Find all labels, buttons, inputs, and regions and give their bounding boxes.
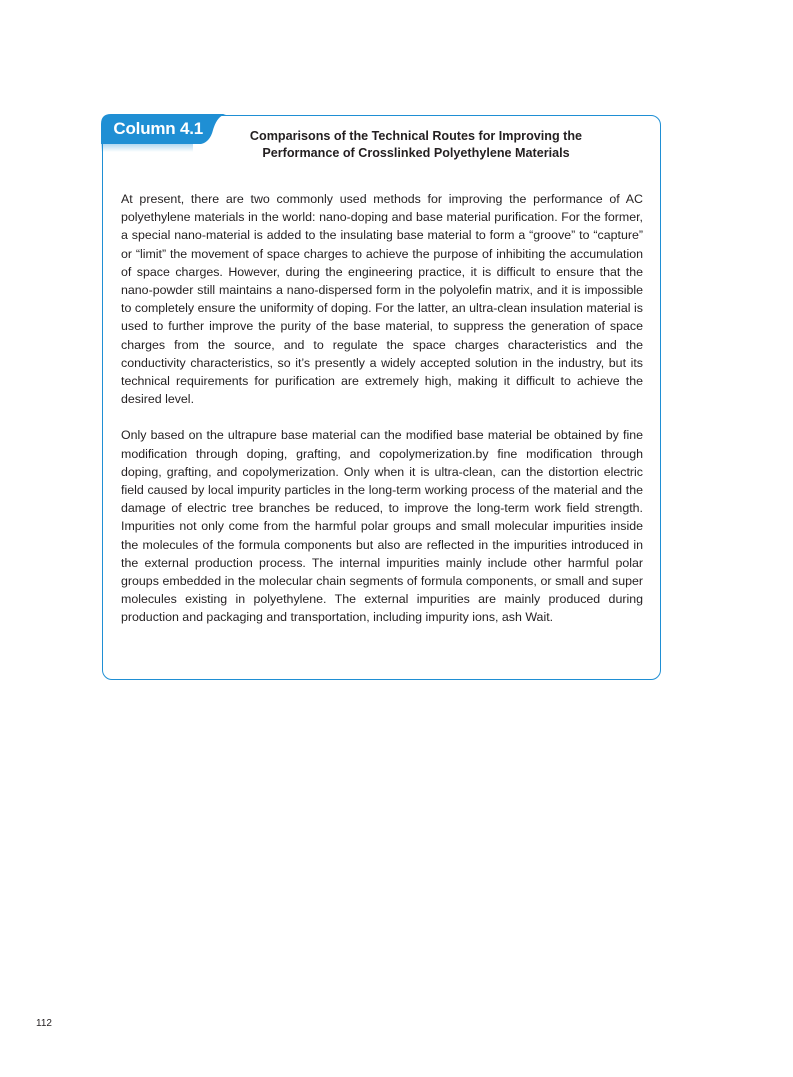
column-title (231, 128, 601, 162)
page-number: 112 (36, 1018, 52, 1029)
column-body (121, 190, 643, 645)
column-label: Column 4.1 (113, 119, 204, 139)
paragraph: At present, there are two commonly used methods for improving the performance of AC polyethylene materials in the world: nano-doping and base material purification. For the former, a special nano-material is added to the insulating base material to form a “groove” to “capture” or “limit” the movement of space charges to achieve the purpose of inhibiting the accumulation of space charges. However, during the engineering practice, it is difficult to ensure that the nano-powder still maintains a nano-dispersed form in the polyolefin matrix, and it is impossible to completely ensure the uniformity of doping. For the latter, an ultra-clean insulation material is used to further improve the purity of the base material, to suppress the generation of space charges from the source, and to regulate the space charges characteristics and the conductivity characteristics, so it’s presently a widely accepted solution in the industry, but its technical requirements for purification are extremely high, making it difficult to achieve the desired level. (121, 192, 643, 407)
column-box (102, 115, 661, 680)
title-line: Comparisons of the Technical Routes for Improving the (249, 129, 583, 143)
column-tab (101, 114, 226, 150)
paragraph: Only based on the ultrapure base material can the modified base material be obtained by fine modification through doping, grafting, and copolymerization.by fine modification through doping, grafting, and copolymerization. Only when it is ultra-clean, can the distortion electric field caused by local impurity particles in the long-term working process of the material and the damage of electric tree branches be reduced, to improve the long-term work field strength. Impurities not only come from the harmful polar groups and small molecular impurities inside the molecules of the formula components but also are reflected in the impurities introduced in the external production process. The internal impurities mainly include other harmful polar groups embedded in the molecular chain segments of formula components, or small and super molecules existing in polyethylene. The external impurities are mainly produced during production and packaging and transportation, including impurity ions, ash Wait. (121, 428, 643, 625)
title-line: Performance of Crosslinked Polyethylene Materials (262, 146, 570, 160)
